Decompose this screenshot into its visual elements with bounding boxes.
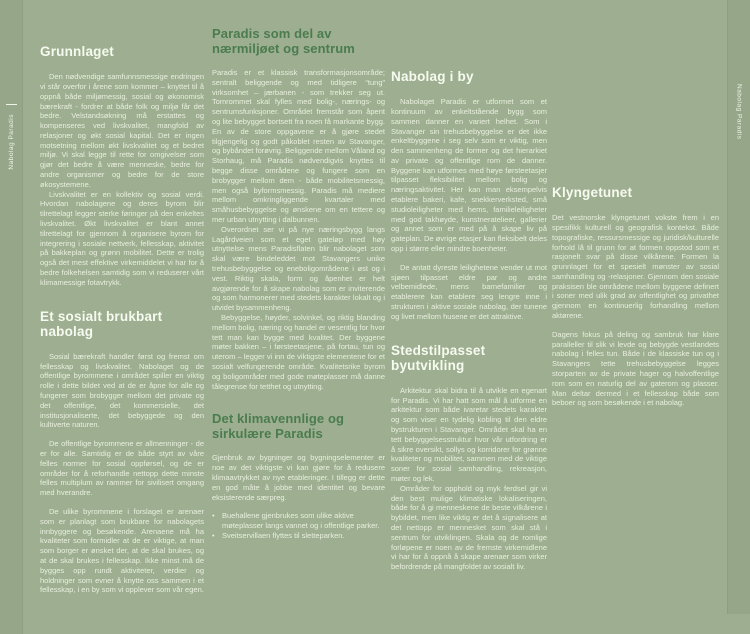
- bullet-icon: •: [212, 511, 215, 521]
- paragraph: Det vestnorske klyngetunet vokste frem i en spesifikk kulturell og geografisk kontekst. Både topografiske, ressursmessige og juridisk/kulturelle forhold lå til grunn for at formen oppstod som et rasjonelt svar på disse vilkårene. Formen la grunnlaget for et spesielt mønster av sosial samhandling og -relasjoner. Gjennom den sosiale praksisen ble områdene mellom byggene definert i soner med ulik grad av offentlighet og privathet gjennom en kontinuerlig forhandling mellom aktørene.: [552, 213, 719, 321]
- list-item-text: Buehallene gjenbrukes som ulike aktive møteplasser langs vannet og i offentlige parker.: [222, 511, 380, 531]
- section-heading-klimavennlige-sirkulaere: Det klimavennlige og sirkulære Paradis: [212, 411, 345, 441]
- paragraph: Områder for opphold og myk ferdsel gir vi den best mulige klimatiske lokaliseringen, både for å gi menneskene de beste vilkårene i bybildet, men like viktig er det å signalisere at det nettopp er mennesket som skal stå i sentrum for utviklingen. Skala og de romlige forløpene er noen av de fremste virkemidlene vi har for å oppnå å skape arenaer som virker befordrende på mangfoldet av sosialt liv.: [391, 483, 547, 572]
- column-klyngetunet: [552, 185, 719, 408]
- section-heading-nabolag-i-by: Nabolag i by: [391, 69, 474, 84]
- paragraph: Livskvalitet er en kollektiv og sosial verdi. Hvordan nabolagene og deres byrom blir tilrettelagt legger sterke føringer på den enkeltes livskvalitet. Økt livskvalitet er blant annet tilrettelagt for gjennom å organisere byrom for integrering i sosiale nettverk, fellesskap, aktivitet på bakkeplan og grønn mobilitet. Dette er trolig også det mest effektive virkemiddelet vi har for å bedre folkehelsen samtidig som vi reduserer vårt klimamessige fotavtrykk.: [40, 189, 204, 287]
- spine-label-left: Nabolag Paradis: [7, 114, 15, 170]
- paragraph: Nabolaget Paradis er utformet som et kontinuum av enkeltstående bygg som sammen danner en variert helhet. Som i Stavanger sin trehusbebyggelse er det ikke enkeltbyggene i seg selv som er viktig, men den sammenheng de former og det hierarkiet av private og offentlige rom de danner. Byggene kan utformes med høye førsteetasjer tilpasset fleksibilitet mellom bolig og næringsaktivitet. Her kan man eksempelvis etablere bakeri, kafe, snekkerverksted, små studioleiligheter med hems, familieleiligheter med god takhøyde, kunstneratelieer, gallerier og annet som er med på å skape liv på gateplan. De øvrige etasjer kan fleksibelt deles opp i større eller mindre boenheter.: [391, 97, 547, 254]
- section-heading-grunnlaget: Grunnlaget: [40, 44, 115, 59]
- paragraph: De antatt dyreste leilighetene vender ut mot sjøen tilpasset eldre par og andre velbemidlede, mens barnefamilier og etablerere kan etablere seg lengre inne i strukturen i aktive sosiale nabolag, der tunene og livet mellom husene er det attraktive.: [391, 262, 547, 321]
- section-heading-paradis-naermiljo: Paradis som del av nærmiljøet og sentrum: [212, 26, 355, 56]
- paragraph: Overordnet ser vi på nye næringsbygg langs Lagårdveien som et eget gateløp med høy utnyttelse mens Paradisflaten blir nabolaget som skal være bindeleddet mot Stavangers unike trehusbebyggelse og eneboligområdene i øst og i vest. Riktig skala, form og åpenhet er helt avgjørende for å skape nabolag som er inviterende og som harmonerer med stedets karakter lokalt og i utvidet bysammenheng.: [212, 224, 385, 313]
- column-nabolag-i-by: [391, 69, 547, 572]
- spine-label-right: Nabolag Paradis: [735, 84, 743, 140]
- paragraph: Gjenbruk av bygninger og bygningselementer er noe av det viktigste vi kan gjøre for å redusere klimaavtrykket av nye etableringer. I tillegg er dette en god måte å jobbe med identitet og bevare eksisterende særpreg.: [212, 453, 385, 502]
- section-heading-sosialt-brukbart-nabolag: Et sosialt brukbart nabolag: [40, 308, 163, 339]
- list-item: [212, 531, 385, 541]
- paragraph: Paradis er et klassisk transformasjonsområde; sentralt beliggende og med tidligere “tung” virksomhet – jærbanen - som trekker seg ut. Tomrommet skal fylles med bolig-, nærings- og sentrumsfunksjoner. Området fremstår som åpent og lite bebygget bortsett fra noen få markante bygg. En av de store oppgavene er å gjøre stedet tilgjengelig og godt påkoblet resten av Stavanger, og bybåndet forøvrig. Beliggende mellom Våland og Storhaug, må Paradis nødvendigvis knyttes til begge disse områdene og fungere som en brobygger mellom dem - både mobilitetsmessig, men også byformsmessig. Paradis må mediere mellom omkringliggende kvartaler med småhusbebyggelse og ønskene om en tettere og mer urban utnytting i dalbunnen.: [212, 68, 385, 225]
- paragraph: Arkitektur skal bidra til å utvikle en egenart for Paradis. Vi har hatt som mål å utforme en arkitektur som både ivaretar stedets karakter og som viser en tydelig kobling til den eldre bystrukturen i Stavanger. Området skal ha en tett bebyggelsesstruktur hvor vår utfordring er å sikre oversikt, sollys og korridorer for grønne kvaliteter og mobilitet, sammen med de viktige soner for sosial samhandling, rekreasjon, møter og lek.: [391, 385, 547, 484]
- bullet-icon: •: [212, 531, 215, 541]
- column-grunnlaget: [40, 44, 204, 595]
- paragraph: De ulike byrommene i forslaget er arenaer som er planlagt som brukbare for nabolagets innbyggere og besøkende. Arenaene må ha kvaliteter som formidler at de er viktige, at man som borger er ønsket der, at de skal brukes, og at de skal brukes i fellesskap. Ikke minst må de bygges opp rundt aktiviteter, verdier og holdninger som evner å knytte oss sammen i et fellesskap, i en by som vi opplever som vår egen.: [40, 507, 204, 595]
- list-item: [212, 511, 385, 531]
- spine-dash: [6, 104, 17, 105]
- section-heading-klyngetunet: Klyngetunet: [552, 185, 633, 200]
- list-item-text: Sveitservillaen flyttes til sletteparken.: [222, 531, 345, 541]
- paragraph: Den nødvendige samfunnsmessige endringen vi står overfor i årene som kommer – knyttet til å oppnå både miljømessig, sosial og økonomisk bærekraft - fordrer at både folk og miljø får det bedre. Velstandsøkning må erstattes og kompenseres ved livskvalitet, mangfold av relasjoner og økt sosial kapital. Det er ingen motsetning mellom økt livskvalitet og et bedret miljø. Vi skal legge til rette for omgivelser som gjør det bedre å være menneske, bedre for andre organismer og bedre for de store økosystemene.: [40, 72, 204, 189]
- section-heading-stedstilpasset-byutvikling: Stedstilpasset byutvikling: [391, 342, 486, 373]
- bullet-list: [212, 511, 385, 540]
- right-page-spine: [727, 0, 750, 614]
- paragraph: De offentlige byrommene er allmenninger - de er for alle. Samtidig er de både styrt av våre felles normer for sosial oppførsel, og de er områder for å reforhandle nettopp dette minste felles multiplum av rammer for sivilisert omgang med hverandre.: [40, 439, 204, 498]
- paragraph: Sosial bærekraft handler først og fremst om fellesskap og livskvalitet. Nabolaget og de offentlige byrommene i området spiller en viktig rolle i dette bildet ved at de er åpne for alle og fungerer som brobygger mellom det private og det offentlige, det kommersielle, det institusjonaliserte, det bebyggede og den kultiverte naturen.: [40, 351, 204, 430]
- paragraph: Bebyggelse, høyder, solvinkel, og riktig blanding mellom bolig, næring og handel er vesentlig for hvor tett man kan bygge med kvalitet. Der byggene møter bakken – i førsteetasjene, på fortau, tun og uterom – legger vi inn de viktigste elementene for et sosialt velfungerende område. Kvalitetsrike byrom og boligområder med gode møteplasser må danne tålegrense for tetthet og utnytting.: [212, 313, 385, 391]
- paragraph: Dagens fokus på deling og sambruk har klare paralleller til slik vi levde og bebygde vestlandets nabolag i felles tun. Både i de klassiske tun og i Stavangers tette trehusbebyggelse legges storparten av de private hager og halvoffentlige rom som en naturlig del av gaterom og plasser. Man deltar dermed i et fellesskap både som beboer og som besøkende i et nabolag.: [552, 329, 719, 408]
- column-paradis-naermiljo: [212, 27, 385, 541]
- left-page-spine: [0, 0, 23, 634]
